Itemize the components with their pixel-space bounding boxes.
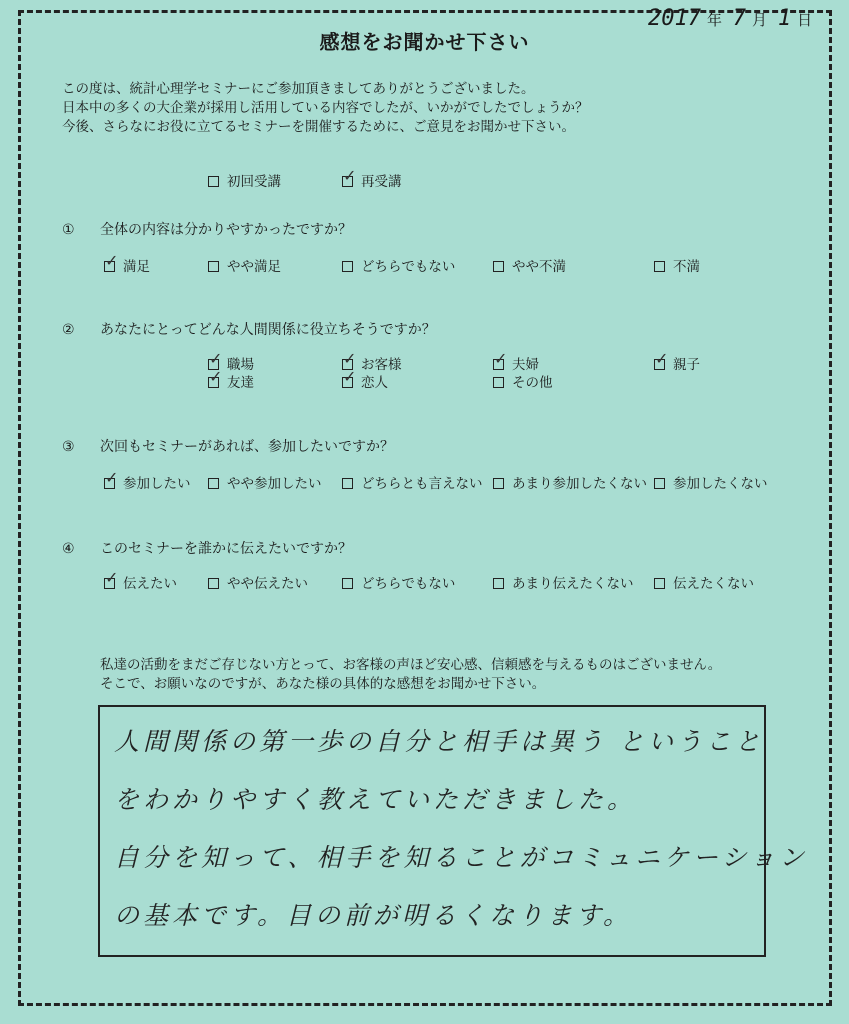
question-number: ② bbox=[62, 322, 75, 338]
comment-line: 自分を知って、相手を知ることがコミュニケーション bbox=[114, 843, 809, 872]
option-label: 親子 bbox=[673, 357, 700, 373]
date-day-label: 日 bbox=[797, 11, 813, 29]
option-label: やや満足 bbox=[227, 259, 281, 275]
checkbox-icon[interactable] bbox=[654, 478, 665, 489]
question-2 bbox=[62, 319, 436, 339]
checkbox-icon[interactable] bbox=[493, 478, 504, 489]
q4-option-2[interactable] bbox=[208, 572, 308, 592]
check-mark-icon: ✓ bbox=[105, 568, 119, 587]
checkbox-icon[interactable] bbox=[654, 578, 665, 589]
intro-text bbox=[62, 80, 589, 137]
attendance-first[interactable] bbox=[208, 170, 281, 190]
question-text: 全体の内容は分かりやすかったですか？ bbox=[100, 222, 352, 238]
q3-option-3[interactable] bbox=[342, 472, 483, 492]
closing-text bbox=[100, 656, 721, 694]
intro-line: この度は、統計心理学セミナーにご参加頂きましてありがとうございました。 bbox=[62, 81, 535, 97]
comment-line: 人間関係の第一歩の自分と相手は異う ということ bbox=[114, 727, 764, 756]
option-label: 初回受講 bbox=[227, 174, 281, 190]
page-title: 感想をお聞かせ下さい bbox=[319, 30, 530, 54]
intro-line: 今後、さらなにお役に立てるセミナーを開催するために、ご意見をお聞かせ下さい。 bbox=[62, 119, 575, 135]
q4-option-1[interactable] bbox=[104, 568, 177, 592]
q2-option-7[interactable] bbox=[493, 371, 553, 391]
q2-option-3[interactable] bbox=[493, 349, 539, 373]
option-label: 参加したい bbox=[123, 476, 191, 492]
check-mark-icon: ✓ bbox=[343, 166, 357, 185]
q2-option-6[interactable] bbox=[342, 367, 388, 391]
checkbox-icon[interactable] bbox=[493, 261, 504, 272]
option-label: 伝えたくない bbox=[673, 576, 754, 592]
check-mark-icon: ✓ bbox=[494, 349, 508, 368]
question-4 bbox=[62, 538, 352, 558]
question-1 bbox=[62, 219, 352, 239]
checkbox-icon[interactable] bbox=[208, 261, 219, 272]
checkbox-icon[interactable] bbox=[208, 478, 219, 489]
q1-option-1[interactable] bbox=[104, 251, 150, 275]
option-label: 伝えたい bbox=[123, 576, 177, 592]
date-month-label: 月 bbox=[752, 11, 768, 29]
check-mark-icon: ✓ bbox=[105, 251, 119, 270]
question-number: ④ bbox=[62, 541, 75, 557]
option-label: やや伝えたい bbox=[227, 576, 308, 592]
q1-option-3[interactable] bbox=[342, 255, 455, 275]
check-mark-icon: ✓ bbox=[209, 367, 223, 386]
q1-option-2[interactable] bbox=[208, 255, 281, 275]
attendance-repeat[interactable] bbox=[342, 166, 402, 190]
option-label: 参加したくない bbox=[673, 476, 768, 492]
option-label: 友達 bbox=[227, 375, 254, 391]
option-label: やや不満 bbox=[512, 259, 566, 275]
option-label: どちらとも言えない bbox=[361, 476, 483, 492]
option-label: あまり伝えたくない bbox=[512, 576, 634, 592]
q4-option-5[interactable] bbox=[654, 572, 754, 592]
option-label: あまり参加したくない bbox=[512, 476, 647, 492]
date-day: 1 bbox=[777, 6, 792, 31]
option-label: どちらでもない bbox=[361, 259, 456, 275]
checkbox-icon[interactable] bbox=[342, 261, 353, 272]
option-label: 不満 bbox=[673, 259, 700, 275]
check-mark-icon: ✓ bbox=[655, 349, 669, 368]
checkbox-icon[interactable] bbox=[493, 377, 504, 388]
check-mark-icon: ✓ bbox=[105, 468, 119, 487]
question-3 bbox=[62, 436, 394, 456]
q1-option-4[interactable] bbox=[493, 255, 566, 275]
check-mark-icon: ✓ bbox=[343, 349, 357, 368]
option-label: 満足 bbox=[123, 259, 150, 275]
date-year-label: 年 bbox=[706, 11, 722, 29]
question-text: あなたにとってどんな人間関係に役立ちそうですか？ bbox=[100, 322, 436, 338]
question-number: ③ bbox=[62, 439, 75, 455]
q2-option-5[interactable] bbox=[208, 367, 254, 391]
comment-line: をわかりやすく教えていただきました。 bbox=[114, 785, 637, 814]
option-label: 職場 bbox=[227, 357, 254, 373]
q4-option-4[interactable] bbox=[493, 572, 634, 592]
option-label: やや参加したい bbox=[227, 476, 322, 492]
question-text: 次回もセミナーがあれば、参加したいですか？ bbox=[100, 439, 394, 455]
q4-option-3[interactable] bbox=[342, 572, 455, 592]
closing-line: 私達の活動をまだご存じない方とって、お客様の声ほど安心感、信頼感を与えるものはございません。 bbox=[100, 657, 722, 673]
comment-line: の基本です。目の前が明るくなります。 bbox=[114, 901, 633, 930]
comment-box[interactable] bbox=[98, 705, 809, 957]
intro-line: 日本中の多くの大企業が採用し活用している内容でしたが、いかがでしたでしょうか？ bbox=[62, 100, 589, 116]
q2-option-4[interactable] bbox=[654, 349, 700, 373]
checkbox-icon[interactable] bbox=[654, 261, 665, 272]
date-year: 2017 bbox=[648, 6, 701, 31]
check-mark-icon: ✓ bbox=[343, 367, 357, 386]
option-label: 夫婦 bbox=[512, 357, 539, 373]
q3-option-4[interactable] bbox=[493, 472, 647, 492]
q3-option-5[interactable] bbox=[654, 472, 768, 492]
checkbox-icon[interactable] bbox=[342, 478, 353, 489]
option-label: お客様 bbox=[361, 357, 402, 373]
q3-option-2[interactable] bbox=[208, 472, 322, 492]
checkbox-icon[interactable] bbox=[208, 176, 219, 187]
option-label: その他 bbox=[512, 375, 553, 391]
q3-option-1[interactable] bbox=[104, 468, 191, 492]
q1-option-5[interactable] bbox=[654, 255, 700, 275]
question-text: このセミナーを誰かに伝えたいですか？ bbox=[100, 541, 352, 557]
checkbox-icon[interactable] bbox=[493, 578, 504, 589]
option-label: どちらでもない bbox=[361, 576, 456, 592]
checkbox-icon[interactable] bbox=[208, 578, 219, 589]
date-month: 7 bbox=[732, 6, 747, 31]
option-label: 恋人 bbox=[361, 375, 388, 391]
closing-line: そこで、お願いなのですが、あなた様の具体的な感想をお聞かせ下さい。 bbox=[100, 676, 546, 692]
option-label: 再受講 bbox=[361, 174, 402, 190]
question-number: ① bbox=[62, 222, 75, 238]
checkbox-icon[interactable] bbox=[342, 578, 353, 589]
check-mark-icon: ✓ bbox=[209, 349, 223, 368]
